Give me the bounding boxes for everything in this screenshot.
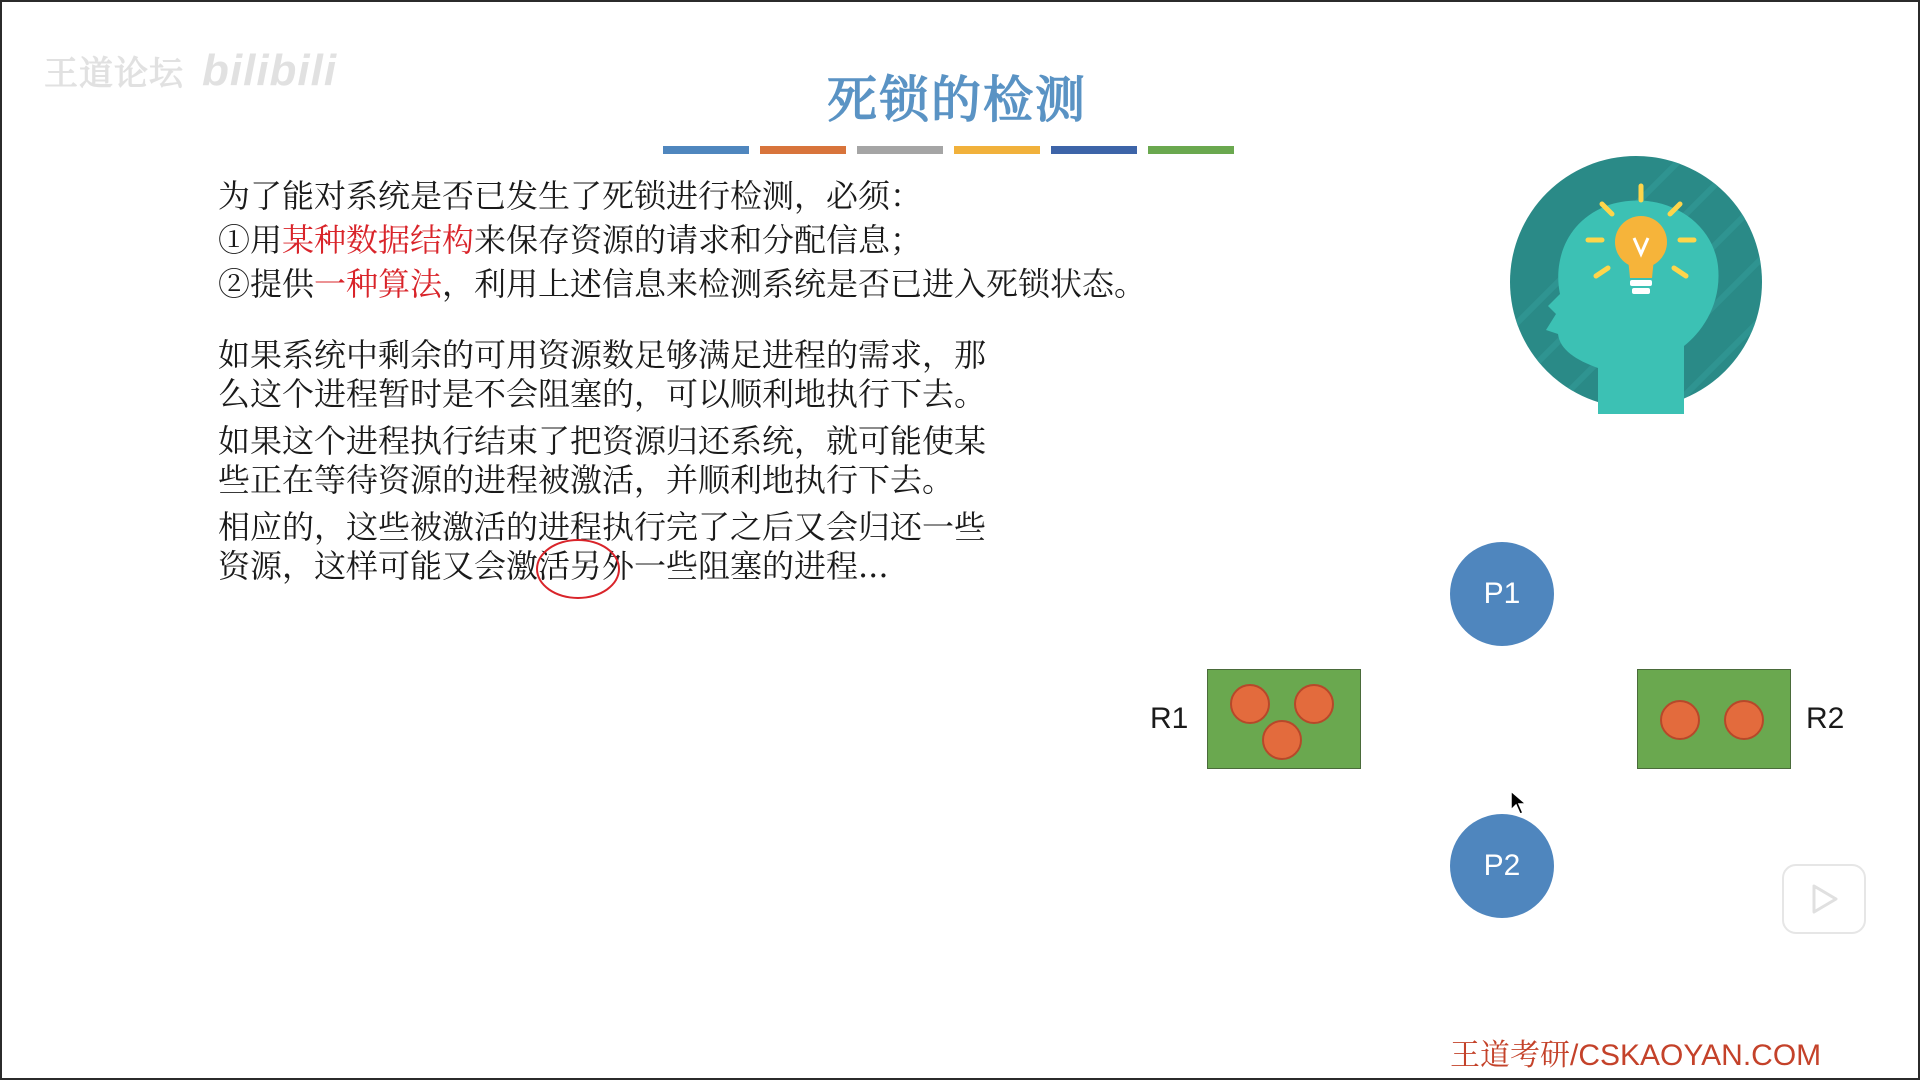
paragraph-line: 些正在等待资源的进程被激活，并顺利地执行下去。: [218, 461, 955, 499]
underline-stripe: [954, 146, 1040, 154]
underline-stripe: [760, 146, 846, 154]
paragraph-line: 相应的，这些被激活的进程执行完了之后又会归还一些: [218, 508, 987, 546]
resource-instance-dot: [1294, 684, 1334, 724]
resource-instance-dot: [1230, 684, 1270, 724]
underline-stripe: [1051, 146, 1137, 154]
resource-label-r1: R1: [1150, 702, 1189, 735]
paragraph-line: 资源，这样可能又会激活另外一些阻塞的进程...: [218, 547, 889, 585]
resource-instance-dot: [1660, 700, 1700, 740]
play-icon: [1784, 866, 1864, 932]
red-circle-annotation: [536, 539, 620, 599]
text-segment: ①用: [218, 221, 283, 259]
slide-title: 死锁的检测: [827, 71, 1087, 129]
text-segment: 为了能对系统是否已发生了死锁进行检测，必须：: [218, 177, 923, 215]
play-button[interactable]: [1782, 864, 1866, 934]
underline-stripe: [1148, 146, 1234, 154]
resource-instance-dot: [1262, 720, 1302, 760]
watermark-text: 王道论坛: [44, 55, 184, 93]
text-segment: 来保存资源的请求和分配信息；: [474, 221, 923, 259]
intro-line: [218, 262, 1146, 306]
intro-line: [218, 218, 1146, 262]
text-segment: ②提供: [218, 265, 315, 303]
footer-brand: 王道考研/CSKAOYAN.COM: [1450, 1039, 1822, 1072]
highlight-text: 某种数据结构: [282, 221, 475, 259]
process-node-p2: P2: [1450, 814, 1554, 918]
resource-instance-dot: [1724, 700, 1764, 740]
explanation-paragraph: [218, 422, 986, 500]
intro-text: [218, 174, 1146, 306]
bilibili-logo: bilibili: [202, 46, 338, 95]
underline-stripe: [663, 146, 749, 154]
text-segment: ，利用上述信息来检测系统是否已进入死锁状态。: [442, 265, 1147, 303]
resource-box-r1: [1207, 669, 1361, 769]
title-underline-stripes: [663, 146, 1234, 154]
highlight-text: 一种算法: [314, 265, 443, 303]
idea-head-icon: [1506, 154, 1766, 418]
resource-label-r2: R2: [1806, 702, 1845, 735]
intro-line: [218, 174, 1146, 218]
paragraph-line: 如果系统中剩余的可用资源数足够满足进程的需求，那: [218, 336, 987, 374]
explanation-paragraph: [218, 336, 986, 414]
process-node-p1: P1: [1450, 542, 1554, 646]
mouse-cursor-icon: [1510, 790, 1528, 820]
underline-stripe: [857, 146, 943, 154]
paragraph-line: 如果这个进程执行结束了把资源归还系统，就可能使某: [218, 422, 987, 460]
resource-box-r2: [1637, 669, 1791, 769]
slide: [2, 2, 1918, 1078]
paragraph-line: 么这个进程暂时是不会阻塞的，可以顺利地执行下去。: [218, 375, 987, 413]
